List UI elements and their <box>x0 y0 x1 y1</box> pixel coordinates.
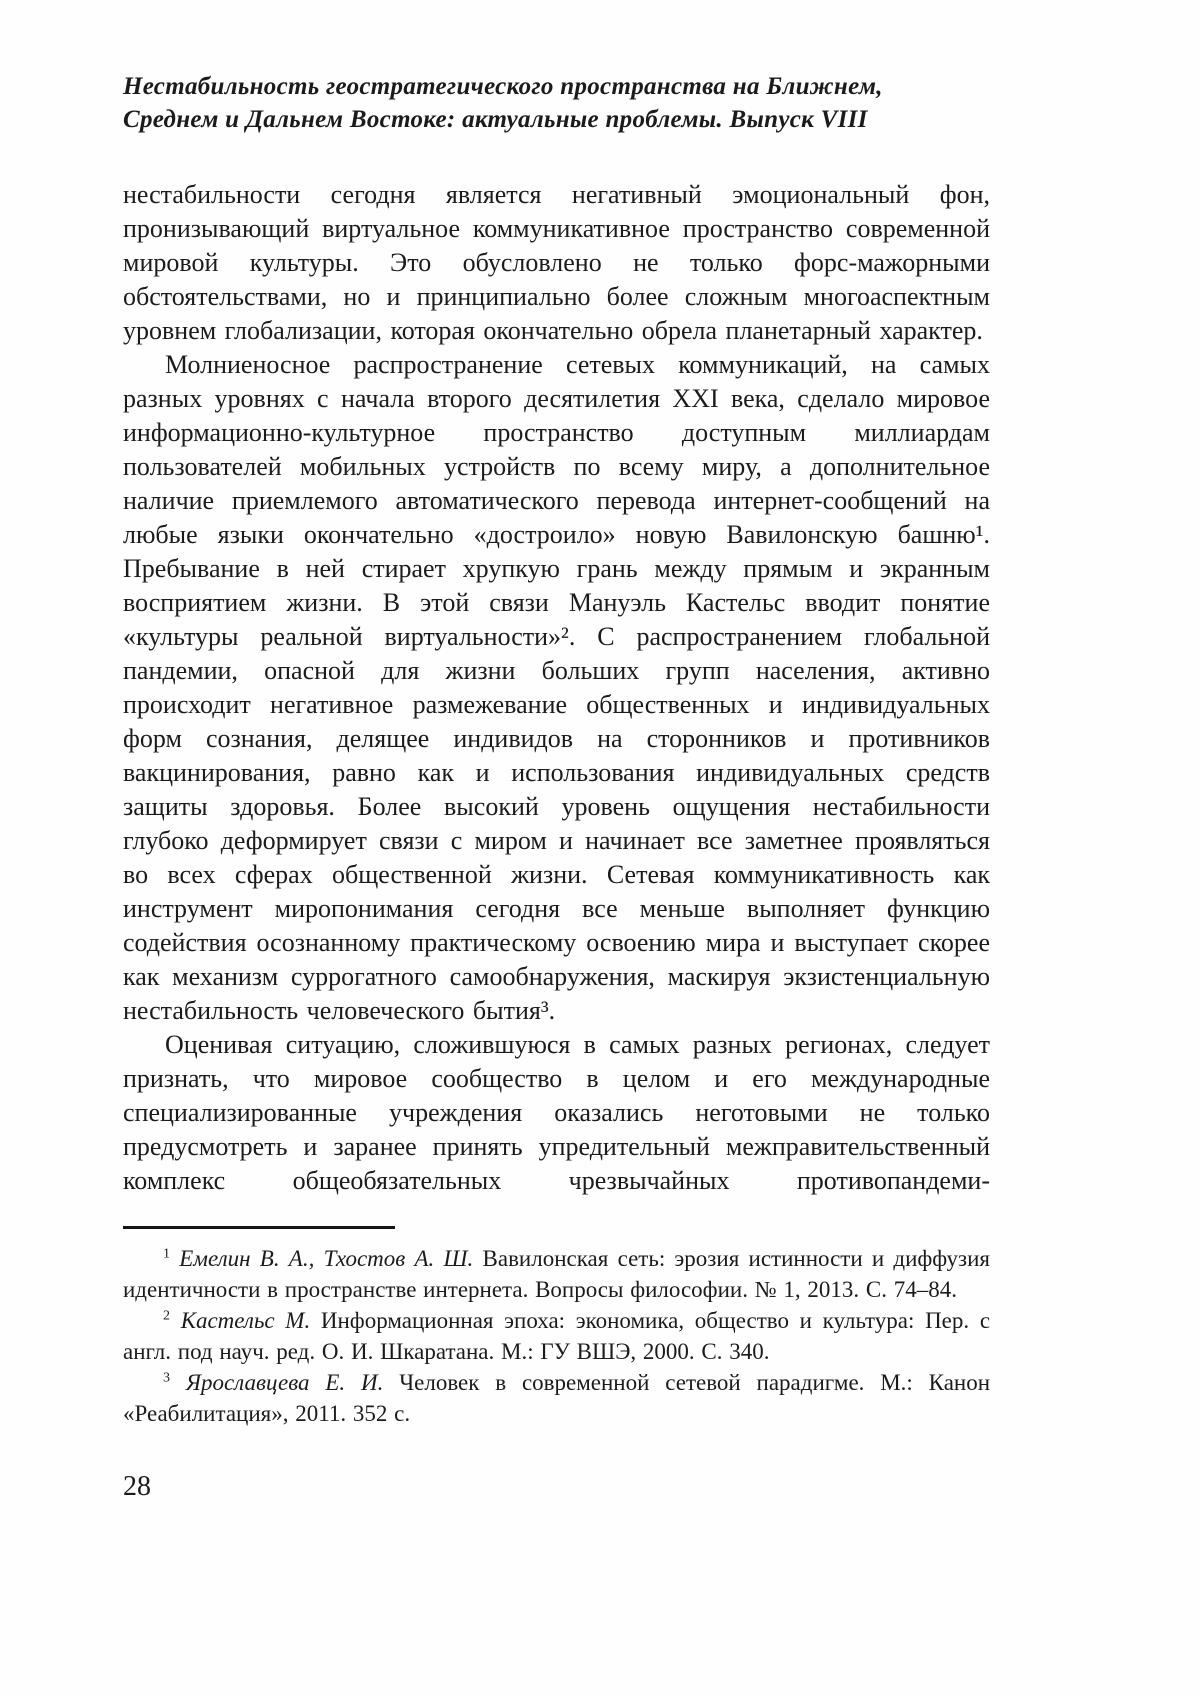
footnote-3-marker: 3 <box>163 1370 170 1386</box>
body-paragraph: Молниеносное распространение сетевых коммуникаций, на самых разных уровнях с начала второго десятилетия XXI века, сделало мировое информационно-культурное пространство доступным миллиардам пользователей мобильных устройств по всему миру, а дополнительное наличие приемлемого автоматического перевода интернет-сообщений на любые языки окончательно «достроило» новую Вавилонскую башню¹. Пребывание в ней стирает хрупкую грань между прямым и экранным восприятием жизни. В этой связи Мануэль Кастельс вводит понятие «культуры реальной виртуальности»². С распространением глобальной пандемии, опасной для жизни больших групп населения, активно происходит негативное размежевание общественных и индивидуальных форм сознания, делящее индивидов на сторонников и противников вакцинирования, равно как и использования индивидуальных средств защиты здоровья. Более высокий уровень ощущения нестабильности глубоко деформирует связи с миром и начинает все заметнее проявляться во всех сферах общественной жизни. Сетевая коммуникативность как инструмент миропонимания сегодня все меньше выполняет функцию содействия осознанному практическому освоению мира и выступает скорее как механизм суррогатного самообнаружения, маскируя экзистенциальную нестабильность человеческого бытия³. <box>123 350 990 1025</box>
body-paragraph: нестабильности сегодня является негативный эмоциональный фон, пронизывающий виртуальное коммуникативное пространство современной мировой культуры. Это обусловлено не только форс-мажорными обстоятельствами, но и принципиально более сложным многоаспектным уровнем глобализации, которая окончательно обрела планетарный характер. <box>123 180 990 345</box>
footnote-1-text: Вавилонская сеть: эрозия истинности и диффузия идентичности в пространстве интернета. Вопросы философии. № 1, 2013. С. 74–84. <box>123 1246 991 1302</box>
footnote-3-text: Человек в современной сетевой парадигме. М.: Канон «Реабилитация», 2011. 352 с. <box>123 1370 991 1426</box>
footnote-1-author: Емелин В. А., Тхостов А. Ш. <box>179 1246 474 1271</box>
running-header-line1: Нестабильность геостратегического пространства на Ближнем, <box>123 73 883 100</box>
footnote-3 <box>123 1367 990 1429</box>
page-number: 28 <box>123 1471 151 1502</box>
footnote-2 <box>123 1305 990 1367</box>
body-paragraph: Оценивая ситуацию, сложившуюся в самых разных регионах, следует признать, что мировое сообщество в целом и его международные специализированные учреждения оказались неготовыми не только предусмотреть и заранее принять упредительный межправительственный комплекс общеобязательных чрезвычайных противопандеми- <box>123 1030 990 1195</box>
footnotes-block <box>123 1243 990 1429</box>
footnote-2-text: Информационная эпоха: экономика, общество и культура: Пер. с англ. под науч. ред. О. И. Шкаратана. М.: ГУ ВШЭ, 2000. С. 340. <box>123 1308 991 1364</box>
body-text <box>123 178 990 1198</box>
running-header <box>123 70 990 136</box>
footnote-2-author: Кастельс М. <box>180 1308 311 1333</box>
running-header-line2: Среднем и Дальнем Востоке: актуальные проблемы. Выпуск VIII <box>123 106 868 133</box>
footnote-1-marker: 1 <box>163 1246 170 1262</box>
footnote-3-author: Ярославцева Е. И. <box>185 1370 384 1395</box>
footnote-1 <box>123 1243 990 1305</box>
footnote-separator-rule <box>123 1226 395 1229</box>
footnote-2-marker: 2 <box>163 1308 170 1324</box>
